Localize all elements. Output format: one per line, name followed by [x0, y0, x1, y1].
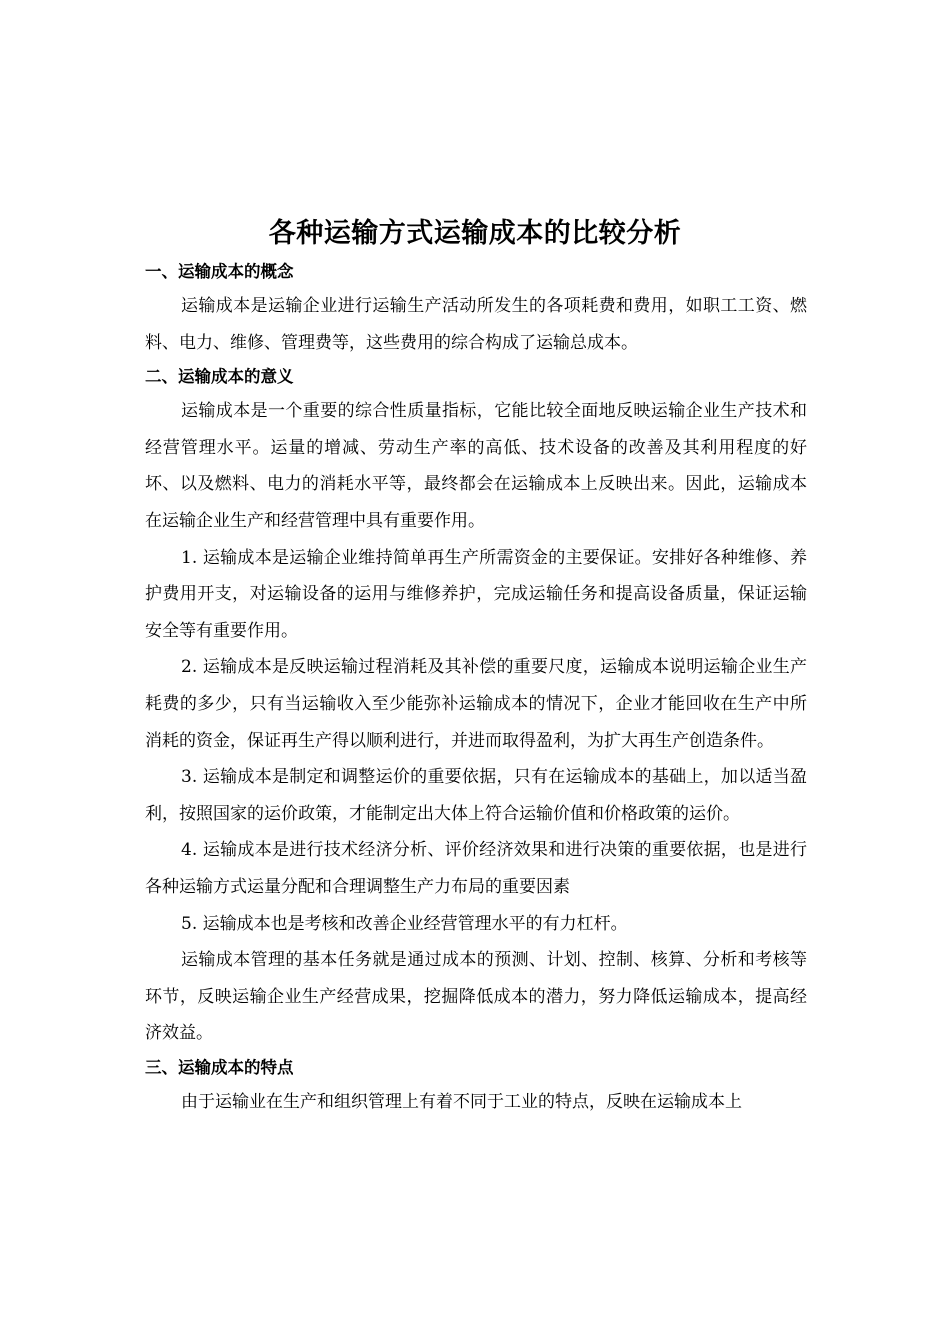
list-item-2: 2. 运输成本是反映运输过程消耗及其补偿的重要尺度，运输成本说明运输企业生产耗费的多少，只有当运输收入至少能弥补运输成本的情况下，企业才能回收在生产中所消耗的资金，保证再生产得以顺利进行，并进而取得盈利，为扩大再生产创造条件。 — [145, 657, 807, 751]
paragraph: 运输成本是一个重要的综合性质量指标，它能比较全面地反映运输企业生产技术和经营管理水平。运量的增减、劳动生产率的高低、技术设备的改善及其利用程度的好坏、以及燃料、电力的消耗水平等，最终都会在运输成本上反映出来。因此，运输成本在运输企业生产和经营管理中具有重要作用。 — [145, 401, 807, 531]
paragraph: 由于运输业在生产和组织管理上有着不同于工业的特点，反映在运输成本上 — [181, 1091, 742, 1112]
list-item-1: 1. 运输成本是运输企业维持简单再生产所需资金的主要保证。安排好各种维修、养护费用开支，对运输设备的运用与维修养护，完成运输任务和提高设备质量，保证运输安全等有重要作用。 — [145, 547, 807, 641]
document-title: 各种运输方式运输成本的比较分析 — [268, 218, 682, 249]
document-body — [145, 256, 807, 1120]
section-heading-concept: 一、运输成本的概念 — [145, 262, 294, 281]
paragraph: 运输成本管理的基本任务就是通过成本的预测、计划、控制、核算、分析和考核等环节，反映运输企业生产经营成果，挖掘降低成本的潜力，努力降低运输成本，提高经济效益。 — [145, 950, 807, 1044]
list-item-3: 3. 运输成本是制定和调整运价的重要依据，只有在运输成本的基础上，加以适当盈利，按照国家的运价政策，才能制定出大体上符合运输价值和价格政策的运价。 — [145, 767, 807, 824]
paragraph: 运输成本是运输企业进行运输生产活动所发生的各项耗费和费用，如职工工资、燃料、电力、维修、管理费等，这些费用的综合构成了运输总成本。 — [145, 296, 807, 353]
section-heading-significance: 二、运输成本的意义 — [145, 367, 294, 387]
list-item-4: 4. 运输成本是进行技术经济分析、评价经济效果和进行决策的重要依据，也是进行各种运输方式运量分配和合理调整生产力布局的重要因素 — [145, 840, 807, 897]
section-heading-characteristics: 三、运输成本的特点 — [145, 1057, 294, 1077]
list-item-5: 5. 运输成本也是考核和改善企业经营管理水平的有力杠杆。 — [181, 913, 628, 934]
